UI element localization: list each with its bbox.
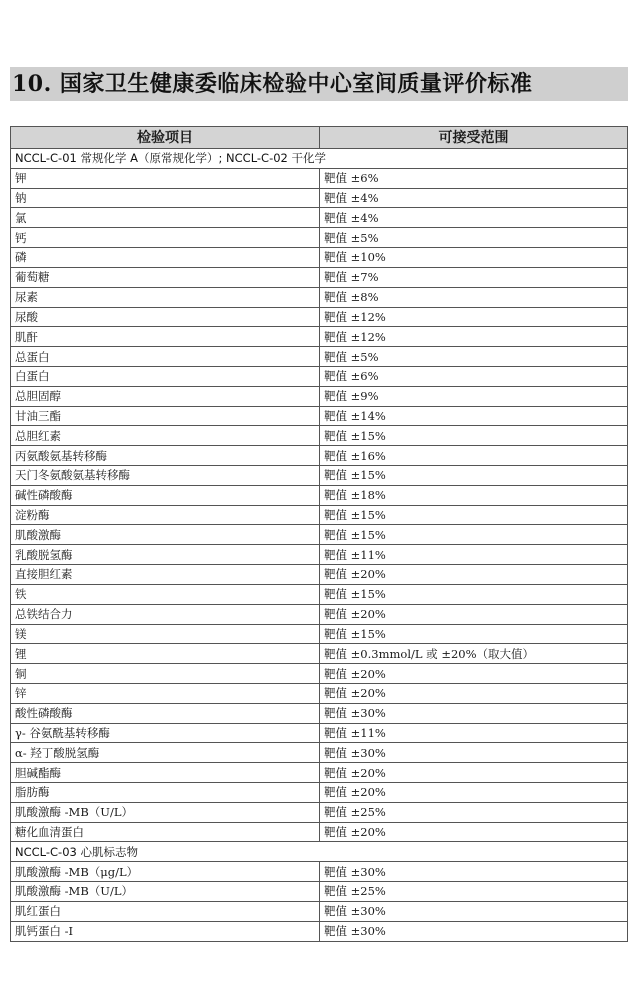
test-item-cell: 总胆红素 [11, 426, 320, 446]
test-item-cell: 白蛋白 [11, 366, 320, 386]
page-title: 10. 国家卫生健康委临床检验中心室间质量评价标准 [12, 71, 533, 97]
acceptable-range-cell: 靶值 ±20% [320, 604, 628, 624]
test-item-cell: 葡萄糖 [11, 267, 320, 287]
acceptable-range-cell: 靶值 ±8% [320, 287, 628, 307]
acceptable-range-cell: 靶值 ±18% [320, 485, 628, 505]
acceptable-range-cell: 靶值 ±5% [320, 228, 628, 248]
test-item-cell: 肌红蛋白 [11, 901, 320, 921]
table-row [11, 327, 628, 347]
section-label: NCCL-C-01 常规化学 A（原常规化学）; NCCL-C-02 干化学 [11, 149, 628, 169]
test-item-cell: 乳酸脱氢酶 [11, 545, 320, 565]
acceptable-range-cell: 靶值 ±20% [320, 565, 628, 585]
table-row [11, 545, 628, 565]
acceptable-range-cell: 靶值 ±30% [320, 901, 628, 921]
test-item-cell: 胆碱酯酶 [11, 763, 320, 783]
acceptable-range-cell: 靶值 ±0.3mmol/L 或 ±20%（取大值） [320, 644, 628, 664]
acceptable-range-cell: 靶值 ±6% [320, 366, 628, 386]
test-item-cell: 钾 [11, 168, 320, 188]
test-item-cell: 丙氨酸氨基转移酶 [11, 446, 320, 466]
table-row [11, 802, 628, 822]
acceptable-range-cell: 靶值 ±15% [320, 584, 628, 604]
acceptable-range-cell: 靶值 ±5% [320, 347, 628, 367]
table-row [11, 525, 628, 545]
table-row [11, 822, 628, 842]
table-row [11, 188, 628, 208]
test-item-cell: 总胆固醇 [11, 386, 320, 406]
acceptable-range-cell: 靶值 ±30% [320, 921, 628, 941]
test-item-cell: 碱性磷酸酶 [11, 485, 320, 505]
table-row [11, 228, 628, 248]
acceptable-range-cell: 靶值 ±20% [320, 822, 628, 842]
test-item-cell: 铜 [11, 664, 320, 684]
test-item-cell: 总铁结合力 [11, 604, 320, 624]
test-item-cell: 尿素 [11, 287, 320, 307]
test-item-cell: 淀粉酶 [11, 505, 320, 525]
test-item-cell: 钙 [11, 228, 320, 248]
acceptable-range-cell: 靶值 ±12% [320, 307, 628, 327]
table-row [11, 565, 628, 585]
acceptable-range-cell: 靶值 ±20% [320, 783, 628, 803]
table-row [11, 683, 628, 703]
table-row [11, 248, 628, 268]
table-row [11, 584, 628, 604]
test-item-cell: 直接胆红素 [11, 565, 320, 585]
acceptable-range-cell: 靶值 ±20% [320, 763, 628, 783]
table-row [11, 624, 628, 644]
table-row [11, 366, 628, 386]
test-item-cell: 锂 [11, 644, 320, 664]
test-item-cell: 脂肪酶 [11, 783, 320, 803]
acceptable-range-cell: 靶值 ±20% [320, 683, 628, 703]
section-row [11, 149, 628, 169]
eqa-standards-table [10, 126, 628, 942]
table-row [11, 446, 628, 466]
test-item-cell: 锌 [11, 683, 320, 703]
acceptable-range-cell: 靶值 ±15% [320, 505, 628, 525]
acceptable-range-cell: 靶值 ±6% [320, 168, 628, 188]
acceptable-range-cell: 靶值 ±15% [320, 466, 628, 486]
test-item-cell: 肌酸激酶 -MB（μg/L） [11, 862, 320, 882]
table-row [11, 426, 628, 446]
test-item-cell: 磷 [11, 248, 320, 268]
acceptable-range-cell: 靶值 ±30% [320, 743, 628, 763]
table-row [11, 703, 628, 723]
test-item-cell: 酸性磷酸酶 [11, 703, 320, 723]
acceptable-range-cell: 靶值 ±9% [320, 386, 628, 406]
acceptable-range-cell: 靶值 ±25% [320, 802, 628, 822]
table-row [11, 921, 628, 941]
test-item-cell: γ- 谷氨酰基转移酶 [11, 723, 320, 743]
test-item-cell: 镁 [11, 624, 320, 644]
section-label: NCCL-C-03 心肌标志物 [11, 842, 628, 862]
acceptable-range-cell: 靶值 ±12% [320, 327, 628, 347]
table-row [11, 485, 628, 505]
table-row [11, 882, 628, 902]
table-row [11, 723, 628, 743]
title-bar [10, 67, 628, 101]
test-item-cell: 肌酐 [11, 327, 320, 347]
test-item-cell: 肌酸激酶 -MB（U/L） [11, 882, 320, 902]
table-row [11, 287, 628, 307]
table-row [11, 783, 628, 803]
table-row [11, 208, 628, 228]
test-item-cell: 氯 [11, 208, 320, 228]
test-item-cell: 糖化血清蛋白 [11, 822, 320, 842]
table-row [11, 505, 628, 525]
acceptable-range-cell: 靶值 ±30% [320, 703, 628, 723]
acceptable-range-cell: 靶值 ±4% [320, 188, 628, 208]
acceptable-range-cell: 靶值 ±20% [320, 664, 628, 684]
test-item-cell: 天门冬氨酸氨基转移酶 [11, 466, 320, 486]
table-header-row [11, 127, 628, 149]
test-item-cell: α- 羟丁酸脱氢酶 [11, 743, 320, 763]
section-row [11, 842, 628, 862]
acceptable-range-cell: 靶值 ±4% [320, 208, 628, 228]
acceptable-range-cell: 靶值 ±10% [320, 248, 628, 268]
table-row [11, 307, 628, 327]
test-item-cell: 肌酸激酶 [11, 525, 320, 545]
table-row [11, 604, 628, 624]
test-item-cell: 甘油三酯 [11, 406, 320, 426]
table-body [11, 149, 628, 942]
acceptable-range-cell: 靶值 ±11% [320, 545, 628, 565]
table-row [11, 743, 628, 763]
acceptable-range-cell: 靶值 ±7% [320, 267, 628, 287]
acceptable-range-cell: 靶值 ±15% [320, 624, 628, 644]
table-row [11, 644, 628, 664]
table-row [11, 664, 628, 684]
table-row [11, 406, 628, 426]
acceptable-range-cell: 靶值 ±14% [320, 406, 628, 426]
table-row [11, 168, 628, 188]
test-item-cell: 钠 [11, 188, 320, 208]
test-item-cell: 铁 [11, 584, 320, 604]
header-acceptable-range: 可接受范围 [320, 127, 628, 149]
table-row [11, 862, 628, 882]
table-row [11, 466, 628, 486]
table-row [11, 267, 628, 287]
table-row [11, 901, 628, 921]
table-row [11, 386, 628, 406]
acceptable-range-cell: 靶值 ±11% [320, 723, 628, 743]
test-item-cell: 尿酸 [11, 307, 320, 327]
test-item-cell: 肌酸激酶 -MB（U/L） [11, 802, 320, 822]
table-row [11, 763, 628, 783]
acceptable-range-cell: 靶值 ±15% [320, 525, 628, 545]
acceptable-range-cell: 靶值 ±15% [320, 426, 628, 446]
test-item-cell: 肌钙蛋白 -I [11, 921, 320, 941]
table-row [11, 347, 628, 367]
acceptable-range-cell: 靶值 ±30% [320, 862, 628, 882]
acceptable-range-cell: 靶值 ±16% [320, 446, 628, 466]
header-test-item: 检验项目 [11, 127, 320, 149]
acceptable-range-cell: 靶值 ±25% [320, 882, 628, 902]
test-item-cell: 总蛋白 [11, 347, 320, 367]
